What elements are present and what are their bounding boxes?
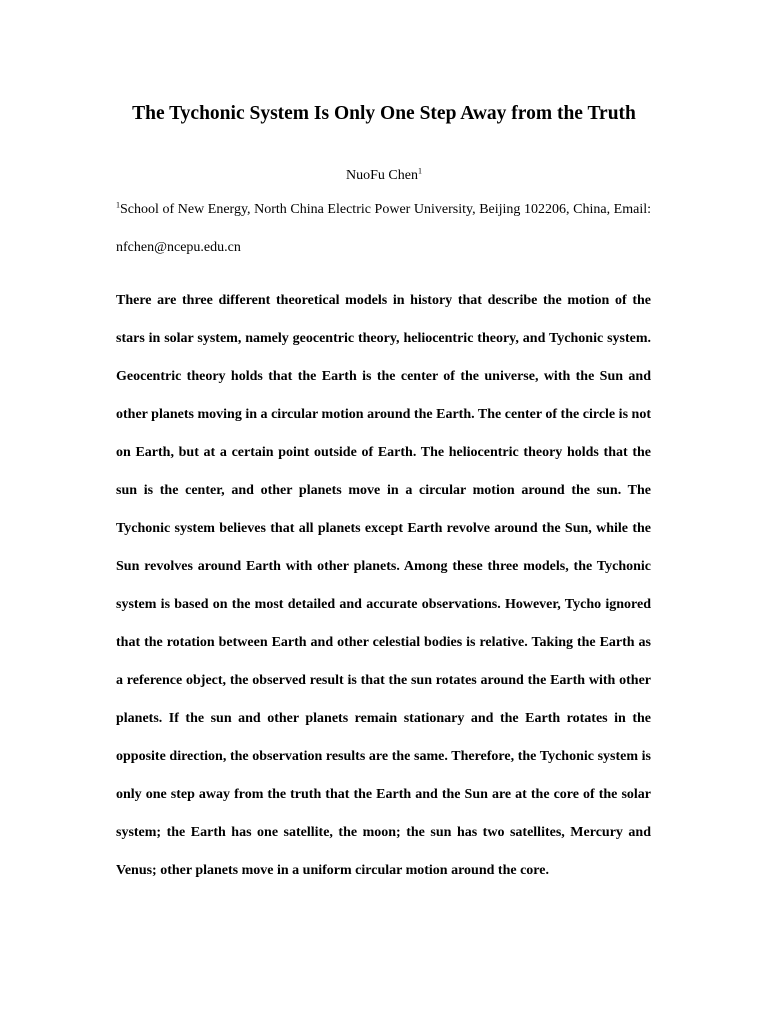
- affiliation-block: [116, 191, 651, 267]
- author-line: [116, 166, 652, 186]
- paper-title: The Tychonic System Is Only One Step Away from the Truth: [132, 103, 636, 124]
- affiliation-text: School of New Energy, North China Electric Power University, Beijing 102206, China, Email: nfchen@ncepu.edu.cn: [116, 202, 651, 255]
- affiliation-mark: 1: [116, 200, 120, 210]
- abstract-text: There are three different theoretical models in history that describe the motion of the stars in solar system, namely geocentric theory, heliocentric theory, and Tychonic system. Geocentric theory holds that the Earth is the center of the universe, with the Sun and other planets moving in a circular motion around the Earth. The center of the circle is not on Earth, but at a certain point outside of Earth. The heliocentric theory holds that the sun is the center, and other planets move in a circular motion around the sun. The Tychonic system believes that all planets except Earth revolve around the Sun, while the Sun revolves around Earth with other planets. Among these three models, the Tychonic system is based on the most detailed and accurate observations. However, Tycho ignored that the rotation between Earth and other celestial bodies is relative. Taking the Earth as a reference object, the observed result is that the sun rotates around the Earth with other planets. If the sun and other planets remain stationary and the Earth rotates in the opposite direction, the observation results are the same. Therefore, the Tychonic system is only one step away from the truth that the Earth and the Sun are at the core of the solar system; the Earth has one satellite, the moon; the sun has two satellites, Mercury and Venus; other planets move in a uniform circular motion around the core.: [116, 293, 651, 878]
- author-affiliation-mark: 1: [417, 166, 422, 176]
- author-name: NuoFu Chen: [346, 168, 418, 183]
